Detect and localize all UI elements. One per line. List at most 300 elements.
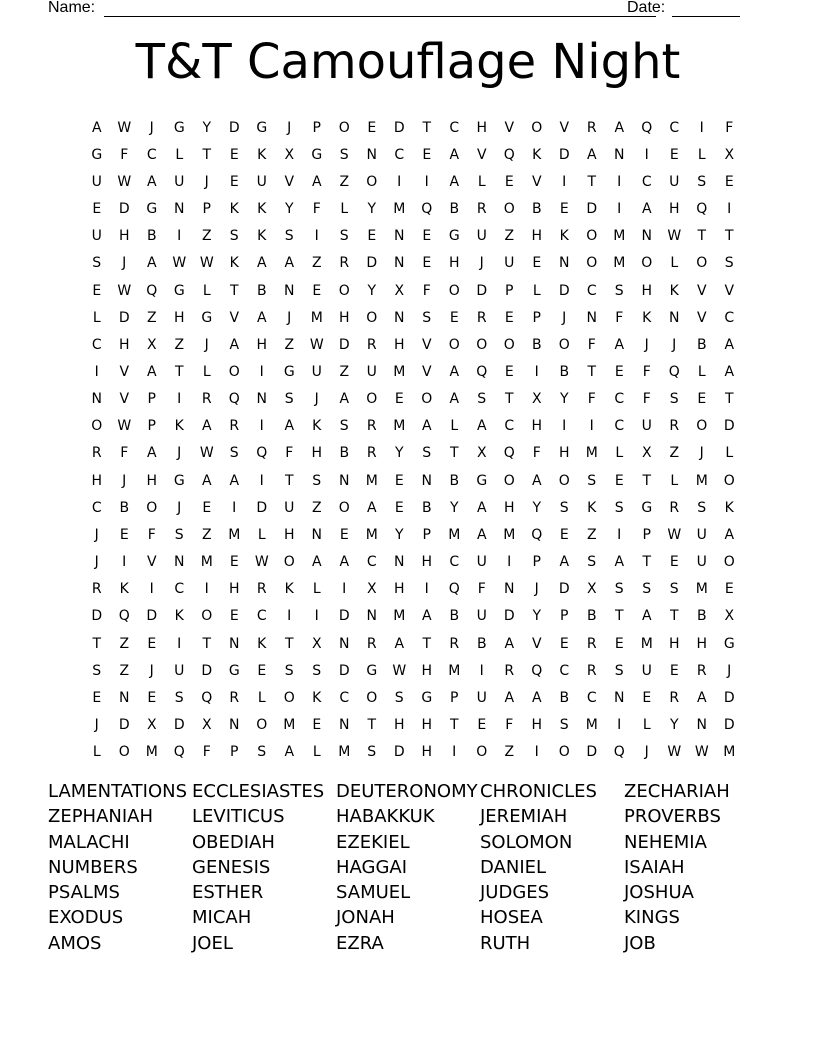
- grid-letter: A: [284, 744, 295, 761]
- grid-letter: G: [146, 201, 158, 218]
- grid-row: [83, 549, 743, 576]
- grid-letter: J: [314, 391, 319, 408]
- grid-letter: S: [312, 662, 322, 679]
- grid-letter: V: [559, 119, 570, 136]
- grid-letter: B: [449, 201, 460, 218]
- grid-letter: V: [504, 119, 515, 136]
- grid-letter: W: [667, 228, 682, 245]
- grid-letter: S: [339, 228, 349, 245]
- grid-letter: L: [615, 445, 624, 462]
- grid-letter: A: [724, 336, 735, 353]
- grid-letter: A: [421, 418, 432, 435]
- grid-letter: P: [532, 554, 541, 571]
- word-list-item: JUDGES: [480, 882, 550, 904]
- grid-letter: A: [311, 173, 322, 190]
- grid-letter: B: [256, 282, 267, 299]
- grid-letter: E: [312, 717, 322, 734]
- grid-letter: W: [172, 255, 187, 272]
- grid-letter: O: [283, 689, 295, 706]
- grid-letter: S: [339, 146, 349, 163]
- grid-letter: Y: [202, 119, 212, 136]
- grid-letter: S: [174, 526, 184, 543]
- date-line: [672, 16, 740, 17]
- grid-letter: V: [696, 282, 707, 299]
- grid-letter: C: [559, 662, 570, 679]
- grid-letter: B: [421, 499, 432, 516]
- grid-letter: W: [117, 282, 132, 299]
- grid-letter: I: [727, 201, 732, 218]
- grid-letter: E: [449, 309, 459, 326]
- grid-letter: A: [724, 526, 735, 543]
- grid-letter: E: [422, 228, 432, 245]
- grid-letter: O: [91, 418, 103, 435]
- grid-row: [83, 657, 743, 684]
- grid-letter: A: [641, 201, 652, 218]
- grid-letter: M: [393, 201, 406, 218]
- grid-letter: U: [91, 173, 102, 190]
- grid-letter: L: [450, 418, 459, 435]
- grid-letter: D: [723, 717, 735, 734]
- grid-letter: K: [229, 201, 239, 218]
- grid-letter: W: [254, 554, 269, 571]
- grid-letter: R: [669, 418, 680, 435]
- grid-letter: A: [201, 472, 212, 489]
- grid-letter: O: [283, 554, 295, 571]
- grid-letter: Q: [256, 445, 268, 462]
- grid-letter: V: [724, 282, 735, 299]
- grid-letter: S: [312, 472, 322, 489]
- grid-letter: S: [284, 228, 294, 245]
- word-list-item: MICAH: [192, 907, 252, 929]
- grid-letter: A: [476, 526, 487, 543]
- grid-letter: R: [201, 391, 212, 408]
- grid-row: [83, 168, 743, 195]
- grid-letter: J: [204, 173, 209, 190]
- grid-letter: H: [118, 228, 130, 245]
- grid-letter: S: [614, 282, 624, 299]
- grid-letter: E: [724, 173, 734, 190]
- grid-letter: R: [366, 418, 377, 435]
- grid-letter: N: [559, 255, 570, 272]
- grid-letter: S: [697, 499, 707, 516]
- grid-letter: G: [311, 146, 323, 163]
- grid-letter: F: [505, 717, 514, 734]
- grid-letter: A: [146, 173, 157, 190]
- grid-letter: J: [94, 717, 99, 734]
- grid-letter: V: [146, 554, 157, 571]
- grid-letter: Q: [201, 689, 213, 706]
- grid-letter: M: [365, 526, 378, 543]
- grid-letter: V: [119, 363, 130, 380]
- grid-letter: Y: [394, 445, 404, 462]
- word-list-item: SOLOMON: [480, 831, 573, 853]
- grid-letter: P: [147, 391, 156, 408]
- grid-letter: W: [392, 662, 407, 679]
- grid-letter: I: [699, 119, 704, 136]
- grid-letter: X: [586, 581, 597, 598]
- grid-letter: A: [421, 608, 432, 625]
- grid-letter: C: [366, 554, 377, 571]
- word-list-item: OBEDIAH: [192, 831, 275, 853]
- grid-letter: T: [284, 635, 294, 652]
- grid-letter: Y: [669, 717, 679, 734]
- grid-letter: I: [287, 608, 292, 625]
- grid-letter: O: [696, 418, 708, 435]
- grid-letter: S: [669, 391, 679, 408]
- grid-letter: K: [174, 418, 184, 435]
- grid-letter: W: [309, 336, 324, 353]
- grid-letter: A: [449, 146, 460, 163]
- grid-letter: D: [503, 608, 515, 625]
- grid-letter: M: [695, 581, 708, 598]
- grid-letter: E: [504, 309, 514, 326]
- grid-letter: C: [614, 391, 625, 408]
- grid-letter: N: [339, 472, 350, 489]
- grid-letter: Q: [641, 119, 653, 136]
- grid-letter: S: [174, 689, 184, 706]
- grid-letter: M: [695, 472, 708, 489]
- grid-letter: K: [559, 228, 569, 245]
- grid-letter: W: [199, 445, 214, 462]
- grid-letter: O: [338, 119, 350, 136]
- grid-letter: N: [504, 581, 515, 598]
- grid-letter: J: [534, 581, 539, 598]
- grid-letter: I: [177, 635, 182, 652]
- grid-letter: B: [146, 228, 157, 245]
- grid-letter: A: [339, 391, 350, 408]
- grid-letter: H: [228, 581, 240, 598]
- grid-letter: I: [232, 499, 237, 516]
- grid-letter: L: [202, 363, 211, 380]
- grid-letter: O: [228, 363, 240, 380]
- grid-letter: Q: [173, 744, 185, 761]
- grid-letter: G: [173, 282, 185, 299]
- grid-letter: M: [228, 526, 241, 543]
- grid-letter: F: [642, 391, 651, 408]
- grid-row: [83, 521, 743, 548]
- grid-letter: X: [641, 445, 652, 462]
- grid-letter: H: [531, 228, 543, 245]
- grid-letter: P: [230, 744, 239, 761]
- grid-letter: M: [365, 472, 378, 489]
- grid-letter: Z: [504, 744, 515, 761]
- grid-letter: R: [256, 581, 267, 598]
- grid-letter: G: [228, 662, 240, 679]
- grid-letter: M: [200, 554, 213, 571]
- grid-letter: P: [422, 526, 431, 543]
- grid-letter: K: [284, 581, 294, 598]
- grid-letter: Z: [201, 228, 212, 245]
- grid-letter: D: [338, 336, 350, 353]
- grid-letter: K: [724, 499, 734, 516]
- grid-letter: C: [669, 119, 680, 136]
- grid-letter: E: [559, 526, 569, 543]
- grid-letter: A: [256, 309, 267, 326]
- grid-letter: E: [367, 119, 377, 136]
- word-list-item: DEUTERONOMY: [336, 781, 478, 802]
- grid-letter: L: [175, 146, 184, 163]
- word-list-item: AMOS: [48, 932, 102, 954]
- grid-letter: R: [696, 662, 707, 679]
- grid-letter: M: [448, 526, 461, 543]
- grid-letter: R: [476, 201, 487, 218]
- grid-letter: A: [394, 635, 405, 652]
- grid-letter: R: [476, 309, 487, 326]
- word-list-item: JONAH: [336, 907, 395, 929]
- grid-letter: R: [504, 662, 515, 679]
- grid-letter: O: [586, 255, 598, 272]
- grid-letter: X: [531, 391, 542, 408]
- word-list-item: JOB: [624, 932, 656, 954]
- grid-letter: L: [670, 255, 679, 272]
- grid-letter: S: [92, 662, 102, 679]
- grid-letter: J: [177, 499, 182, 516]
- grid-letter: R: [366, 336, 377, 353]
- grid-row: [83, 711, 743, 738]
- grid-letter: T: [587, 363, 597, 380]
- grid-letter: J: [562, 309, 567, 326]
- grid-letter: E: [147, 635, 157, 652]
- grid-letter: S: [614, 499, 624, 516]
- grid-letter: J: [699, 445, 704, 462]
- grid-letter: A: [586, 146, 597, 163]
- grid-letter: S: [614, 662, 624, 679]
- grid-letter: Z: [146, 309, 157, 326]
- grid-letter: C: [146, 146, 157, 163]
- grid-letter: Q: [448, 581, 460, 598]
- grid-letter: T: [174, 363, 184, 380]
- grid-letter: A: [284, 418, 295, 435]
- grid-letter: D: [586, 201, 598, 218]
- grid-letter: S: [229, 445, 239, 462]
- grid-letter: K: [312, 418, 322, 435]
- grid-row: [83, 386, 743, 413]
- grid-letter: B: [696, 608, 707, 625]
- grid-letter: C: [614, 418, 625, 435]
- grid-letter: F: [202, 744, 211, 761]
- grid-letter: D: [338, 608, 350, 625]
- grid-letter: O: [338, 282, 350, 299]
- grid-letter: S: [229, 228, 239, 245]
- word-list-item: JOEL: [192, 932, 233, 954]
- grid-letter: O: [558, 472, 570, 489]
- grid-letter: K: [229, 255, 239, 272]
- grid-letter: P: [147, 418, 156, 435]
- grid-letter: T: [449, 445, 459, 462]
- grid-letter: G: [476, 472, 488, 489]
- grid-letter: K: [669, 282, 679, 299]
- grid-letter: I: [534, 744, 539, 761]
- grid-letter: Z: [339, 173, 350, 190]
- grid-letter: C: [91, 336, 102, 353]
- grid-letter: Y: [367, 201, 377, 218]
- grid-letter: I: [259, 418, 264, 435]
- grid-letter: M: [640, 635, 653, 652]
- grid-row: [83, 494, 743, 521]
- grid-letter: Z: [339, 363, 350, 380]
- word-list-item: ISAIAH: [624, 856, 685, 878]
- grid-letter: J: [94, 526, 99, 543]
- grid-letter: D: [338, 662, 350, 679]
- grid-letter: O: [421, 391, 433, 408]
- grid-letter: N: [641, 228, 652, 245]
- grid-letter: X: [146, 717, 157, 734]
- grid-letter: W: [667, 744, 682, 761]
- grid-letter: J: [149, 662, 154, 679]
- grid-letter: W: [199, 255, 214, 272]
- grid-letter: E: [92, 689, 102, 706]
- grid-letter: I: [644, 146, 649, 163]
- grid-letter: S: [697, 173, 707, 190]
- grid-letter: V: [696, 309, 707, 326]
- grid-letter: U: [669, 173, 680, 190]
- grid-letter: Q: [503, 146, 515, 163]
- grid-letter: E: [229, 608, 239, 625]
- grid-letter: E: [257, 662, 267, 679]
- grid-letter: A: [339, 554, 350, 571]
- grid-letter: L: [312, 581, 321, 598]
- grid-letter: D: [558, 146, 570, 163]
- word-list-item: DANIEL: [480, 856, 547, 878]
- grid-letter: K: [174, 608, 184, 625]
- grid-letter: I: [314, 228, 319, 245]
- grid-letter: L: [92, 309, 101, 326]
- word-list-item: EZRA: [336, 932, 384, 954]
- grid-letter: A: [476, 418, 487, 435]
- grid-letter: V: [421, 336, 432, 353]
- grid-letter: A: [614, 119, 625, 136]
- grid-letter: S: [724, 255, 734, 272]
- grid-letter: M: [613, 228, 626, 245]
- grid-letter: N: [586, 309, 597, 326]
- grid-letter: A: [531, 472, 542, 489]
- grid-row: [83, 304, 743, 331]
- grid-letter: D: [586, 744, 598, 761]
- grid-letter: S: [394, 689, 404, 706]
- grid-row: [83, 195, 743, 222]
- grid-letter: B: [696, 336, 707, 353]
- grid-letter: B: [476, 635, 487, 652]
- grid-letter: E: [504, 363, 514, 380]
- grid-letter: L: [92, 744, 101, 761]
- grid-row: [83, 603, 743, 630]
- grid-letter: Y: [394, 526, 404, 543]
- grid-letter: D: [146, 608, 158, 625]
- grid-letter: N: [174, 554, 185, 571]
- word-list-item: ESTHER: [192, 882, 264, 904]
- grid-letter: Q: [118, 608, 130, 625]
- grid-letter: O: [256, 717, 268, 734]
- grid-letter: J: [94, 554, 99, 571]
- grid-letter: R: [91, 581, 102, 598]
- grid-letter: D: [558, 282, 570, 299]
- grid-letter: D: [723, 418, 735, 435]
- word-list-item: JEREMIAH: [480, 806, 568, 828]
- grid-letter: Y: [367, 282, 377, 299]
- grid-letter: E: [92, 201, 102, 218]
- grid-letter: E: [394, 499, 404, 516]
- grid-letter: O: [366, 689, 378, 706]
- grid-letter: P: [505, 282, 514, 299]
- grid-letter: A: [559, 554, 570, 571]
- grid-letter: U: [174, 662, 185, 679]
- grid-row: [83, 331, 743, 358]
- grid-letter: B: [449, 608, 460, 625]
- grid-letter: Q: [476, 363, 488, 380]
- grid-letter: I: [617, 526, 622, 543]
- grid-letter: M: [613, 255, 626, 272]
- grid-letter: H: [668, 635, 680, 652]
- grid-letter: E: [367, 228, 377, 245]
- grid-letter: N: [669, 309, 680, 326]
- grid-letter: S: [614, 581, 624, 598]
- grid-letter: E: [614, 472, 624, 489]
- grid-letter: T: [202, 635, 212, 652]
- grid-letter: K: [257, 228, 267, 245]
- grid-letter: D: [256, 499, 268, 516]
- word-list-item: ECCLESIASTES: [192, 781, 325, 802]
- grid-letter: I: [507, 554, 512, 571]
- grid-letter: A: [504, 689, 515, 706]
- grid-letter: C: [394, 146, 405, 163]
- grid-letter: B: [531, 201, 542, 218]
- grid-letter: I: [177, 391, 182, 408]
- grid-letter: C: [586, 689, 597, 706]
- grid-letter: S: [642, 581, 652, 598]
- grid-letter: D: [723, 689, 735, 706]
- grid-letter: H: [448, 255, 460, 272]
- grid-row: [83, 684, 743, 711]
- grid-letter: R: [366, 445, 377, 462]
- grid-letter: B: [586, 608, 597, 625]
- grid-letter: X: [476, 445, 487, 462]
- word-list-item: ZEPHANIAH: [48, 806, 154, 828]
- grid-letter: E: [229, 146, 239, 163]
- grid-letter: B: [559, 689, 570, 706]
- grid-letter: V: [476, 146, 487, 163]
- grid-letter: T: [724, 228, 734, 245]
- date-label: Date:: [627, 0, 666, 16]
- grid-letter: K: [587, 499, 597, 516]
- grid-letter: Q: [531, 662, 543, 679]
- grid-letter: A: [449, 363, 460, 380]
- name-line: [104, 16, 656, 17]
- grid-letter: U: [476, 608, 487, 625]
- grid-letter: A: [449, 173, 460, 190]
- grid-letter: H: [311, 445, 323, 462]
- grid-letter: F: [725, 119, 734, 136]
- grid-letter: O: [338, 499, 350, 516]
- grid-letter: T: [284, 472, 294, 489]
- grid-letter: K: [257, 146, 267, 163]
- grid-letter: I: [562, 173, 567, 190]
- grid-letter: I: [617, 717, 622, 734]
- grid-letter: O: [146, 499, 158, 516]
- grid-letter: A: [696, 689, 707, 706]
- grid-letter: P: [532, 309, 541, 326]
- grid-letter: G: [256, 119, 268, 136]
- grid-letter: Y: [559, 391, 569, 408]
- grid-letter: K: [257, 201, 267, 218]
- grid-letter: O: [448, 336, 460, 353]
- grid-letter: T: [642, 472, 652, 489]
- grid-letter: T: [642, 554, 652, 571]
- word-list-item: RUTH: [480, 932, 531, 954]
- grid-letter: S: [284, 391, 294, 408]
- grid-letter: D: [173, 717, 185, 734]
- grid-letter: W: [117, 418, 132, 435]
- grid-letter: B: [449, 472, 460, 489]
